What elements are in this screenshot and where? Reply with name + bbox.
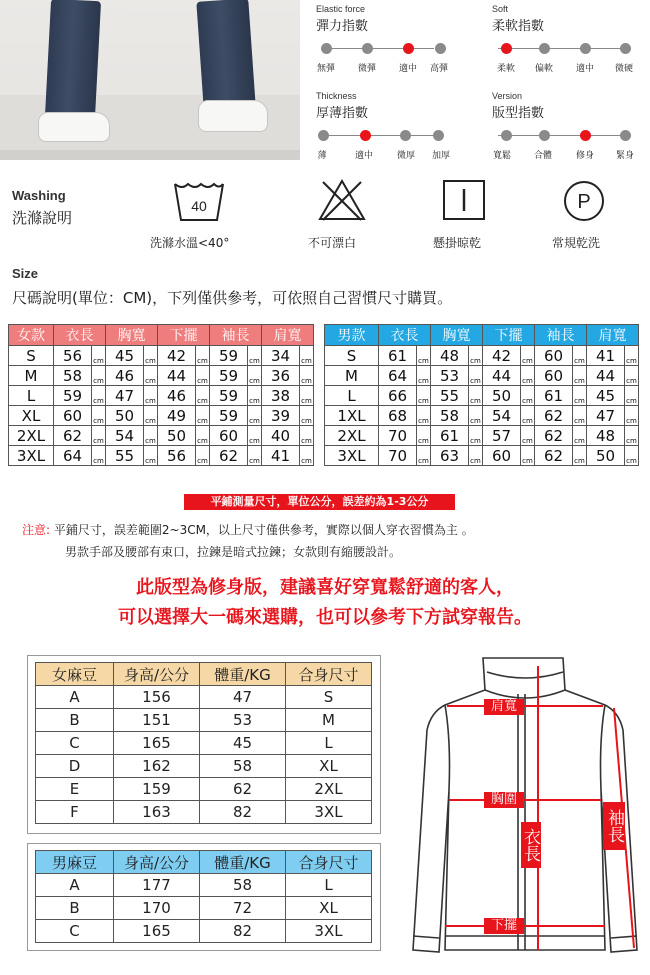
col-header: 男款 bbox=[325, 325, 379, 346]
scale-dot-selected bbox=[501, 43, 512, 54]
size-value: 60 bbox=[535, 346, 573, 366]
unit-label: cm bbox=[625, 406, 639, 426]
tryon-cell: 165 bbox=[114, 920, 200, 943]
size-value: 50 bbox=[106, 406, 144, 426]
col-header: 衣長 bbox=[379, 325, 431, 346]
size-label: L bbox=[325, 386, 379, 406]
size-row bbox=[325, 366, 639, 386]
unit-label: cm bbox=[248, 346, 262, 366]
unit-label: cm bbox=[196, 426, 210, 446]
tryon-cell: 163 bbox=[114, 801, 200, 824]
note-text-1: 平鋪尺寸，誤差範圍2~3CM，以上尺寸僅供參考，實際以個人穿衣習慣為主 。 bbox=[53, 523, 474, 537]
scale-dot bbox=[501, 130, 512, 141]
scale-dot bbox=[539, 130, 550, 141]
size-row bbox=[325, 406, 639, 426]
size-table-men-header bbox=[325, 325, 639, 346]
wash-label-temp: 洗滌水溫<40° bbox=[150, 236, 230, 250]
wash-label-bleach: 不可漂白 bbox=[308, 236, 357, 250]
feature-version bbox=[492, 91, 637, 160]
size-title-zh: 尺碼說明(單位：CM)，下列僅供參考，可依照自己習慣尺寸購買。 bbox=[12, 289, 453, 307]
unit-label: cm bbox=[417, 346, 431, 366]
size-value: 58 bbox=[431, 406, 469, 426]
col-header: 下擺 bbox=[158, 325, 210, 346]
col-header: 合身尺寸 bbox=[286, 663, 372, 686]
unit-label: cm bbox=[196, 366, 210, 386]
scale-label: 合體 bbox=[533, 151, 553, 161]
unit-label: cm bbox=[625, 426, 639, 446]
size-value: 44 bbox=[158, 366, 196, 386]
tryon-cell: 82 bbox=[200, 801, 286, 824]
size-value: 46 bbox=[158, 386, 196, 406]
unit-label: cm bbox=[196, 446, 210, 466]
size-value: 61 bbox=[535, 386, 573, 406]
size-value: 44 bbox=[483, 366, 521, 386]
diagram-label-chest: 胸圍 bbox=[484, 792, 524, 808]
wash-temp: 40 bbox=[191, 198, 207, 214]
col-header: 袖長 bbox=[535, 325, 587, 346]
col-header: 胸寬 bbox=[106, 325, 158, 346]
size-row bbox=[9, 406, 314, 426]
tryon-cell: F bbox=[36, 801, 114, 824]
wash-label-dryclean: 常規乾洗 bbox=[552, 236, 601, 250]
size-value: 50 bbox=[483, 386, 521, 406]
unit-label: cm bbox=[469, 386, 483, 406]
scale-label: 偏軟 bbox=[534, 64, 554, 74]
product-photo bbox=[0, 0, 300, 160]
size-label: 3XL bbox=[9, 446, 54, 466]
tryon-cell: 2XL bbox=[286, 778, 372, 801]
tryon-cell: 45 bbox=[200, 732, 286, 755]
size-label: L bbox=[9, 386, 54, 406]
tryon-row bbox=[36, 755, 372, 778]
tryon-cell: A bbox=[36, 686, 114, 709]
size-value: 44 bbox=[587, 366, 625, 386]
size-value: 62 bbox=[54, 426, 92, 446]
col-header: 身高/公分 bbox=[114, 851, 200, 874]
tryon-cell: B bbox=[36, 897, 114, 920]
tryon-row bbox=[36, 709, 372, 732]
note-line-1 bbox=[22, 521, 474, 538]
size-value: 62 bbox=[535, 446, 573, 466]
size-label: M bbox=[9, 366, 54, 386]
scale-dot bbox=[539, 43, 550, 54]
tryon-cell: 156 bbox=[114, 686, 200, 709]
unit-label: cm bbox=[469, 366, 483, 386]
size-value: 40 bbox=[262, 426, 300, 446]
size-banner: 平鋪測量尺寸，單位公分，誤差約為1-3公分 bbox=[184, 494, 455, 510]
note-line-2: 男款手部及腰部有束口，拉鍊是暗式拉鍊；女款則有縮腰設計。 bbox=[65, 545, 402, 559]
size-value: 47 bbox=[587, 406, 625, 426]
col-header: 體重/KG bbox=[200, 663, 286, 686]
unit-label: cm bbox=[469, 346, 483, 366]
size-value: 66 bbox=[379, 386, 417, 406]
size-value: 55 bbox=[431, 386, 469, 406]
size-table-women-header bbox=[9, 325, 314, 346]
tryon-cell: C bbox=[36, 732, 114, 755]
col-header: 身高/公分 bbox=[114, 663, 200, 686]
no-bleach-icon bbox=[317, 178, 367, 222]
unit-label: cm bbox=[248, 386, 262, 406]
size-value: 47 bbox=[106, 386, 144, 406]
size-value: 62 bbox=[210, 446, 248, 466]
scale-dot-selected bbox=[403, 43, 414, 54]
tryon-cell: 72 bbox=[200, 897, 286, 920]
col-header: 女麻豆 bbox=[36, 663, 114, 686]
size-value: 49 bbox=[158, 406, 196, 426]
unit-label: cm bbox=[92, 426, 106, 446]
warning-line-1: 此版型為修身版，建議喜好穿寬鬆舒適的客人， bbox=[136, 577, 514, 598]
scale-label: 適中 bbox=[398, 64, 418, 74]
unit-label: cm bbox=[625, 346, 639, 366]
unit-label: cm bbox=[248, 366, 262, 386]
size-value: 64 bbox=[54, 446, 92, 466]
unit-label: cm bbox=[417, 366, 431, 386]
scale-label: 薄 bbox=[317, 151, 327, 161]
tryon-row bbox=[36, 920, 372, 943]
unit-label: cm bbox=[469, 406, 483, 426]
size-value: 54 bbox=[106, 426, 144, 446]
warning-line-2: 可以選擇大一碼來選購，也可以參考下方試穿報告。 bbox=[118, 607, 532, 628]
feature-soft-en: Soft bbox=[492, 4, 509, 14]
size-row bbox=[325, 446, 639, 466]
unit-label: cm bbox=[144, 446, 158, 466]
scale-label: 微厚 bbox=[396, 151, 416, 161]
tryon-row bbox=[36, 732, 372, 755]
scale-dot bbox=[620, 43, 631, 54]
col-header: 袖長 bbox=[210, 325, 262, 346]
note-label: 注意: bbox=[22, 523, 51, 537]
tryon-cell: M bbox=[286, 709, 372, 732]
size-value: 48 bbox=[431, 346, 469, 366]
size-value: 45 bbox=[106, 346, 144, 366]
unit-label: cm bbox=[469, 446, 483, 466]
size-value: 45 bbox=[587, 386, 625, 406]
unit-label: cm bbox=[521, 406, 535, 426]
scale-label: 加厚 bbox=[431, 151, 451, 161]
size-value: 58 bbox=[54, 366, 92, 386]
size-value: 63 bbox=[431, 446, 469, 466]
size-value: 64 bbox=[379, 366, 417, 386]
tryon-cell: 62 bbox=[200, 778, 286, 801]
unit-label: cm bbox=[300, 406, 314, 426]
size-value: 56 bbox=[54, 346, 92, 366]
col-header: 體重/KG bbox=[200, 851, 286, 874]
feature-elastic-en: Elastic force bbox=[316, 4, 366, 14]
size-value: 60 bbox=[535, 366, 573, 386]
unit-label: cm bbox=[300, 366, 314, 386]
size-row bbox=[9, 386, 314, 406]
tryon-cell: 170 bbox=[114, 897, 200, 920]
feature-thickness-en: Thickness bbox=[316, 91, 357, 101]
unit-label: cm bbox=[92, 406, 106, 426]
size-value: 48 bbox=[587, 426, 625, 446]
col-header: 下擺 bbox=[483, 325, 535, 346]
unit-label: cm bbox=[144, 406, 158, 426]
size-label: XL bbox=[9, 406, 54, 426]
scale-label: 無彈 bbox=[316, 64, 336, 74]
feature-version-en: Version bbox=[492, 91, 523, 101]
size-row bbox=[9, 346, 314, 366]
tryon-cell: 82 bbox=[200, 920, 286, 943]
tryon-cell: S bbox=[286, 686, 372, 709]
size-value: 59 bbox=[210, 366, 248, 386]
tryon-cell: 53 bbox=[200, 709, 286, 732]
washing-title-zh: 洗滌說明 bbox=[12, 209, 73, 227]
size-value: 42 bbox=[158, 346, 196, 366]
feature-soft bbox=[492, 4, 637, 73]
unit-label: cm bbox=[521, 426, 535, 446]
size-value: 68 bbox=[379, 406, 417, 426]
unit-label: cm bbox=[417, 426, 431, 446]
size-label: M bbox=[325, 366, 379, 386]
size-table-women bbox=[8, 324, 314, 466]
unit-label: cm bbox=[573, 446, 587, 466]
tryon-table-women bbox=[35, 662, 372, 824]
wash-tub-icon bbox=[173, 180, 225, 222]
size-label: 2XL bbox=[325, 426, 379, 446]
size-value: 50 bbox=[158, 426, 196, 446]
scale-label: 高彈 bbox=[429, 64, 449, 74]
unit-label: cm bbox=[469, 426, 483, 446]
tryon-cell: E bbox=[36, 778, 114, 801]
tryon-cell: 3XL bbox=[286, 920, 372, 943]
col-header: 女款 bbox=[9, 325, 54, 346]
tryon-women-header bbox=[36, 663, 372, 686]
tryon-cell: 58 bbox=[200, 755, 286, 778]
wash-label-hang: 懸掛晾乾 bbox=[433, 236, 482, 250]
unit-label: cm bbox=[573, 426, 587, 446]
feature-thickness bbox=[316, 91, 451, 161]
diagram-label-shoulder: 肩寬 bbox=[484, 699, 524, 715]
unit-label: cm bbox=[196, 406, 210, 426]
unit-label: cm bbox=[92, 386, 106, 406]
unit-label: cm bbox=[521, 366, 535, 386]
size-value: 61 bbox=[431, 426, 469, 446]
tryon-cell: 159 bbox=[114, 778, 200, 801]
unit-label: cm bbox=[417, 406, 431, 426]
dry-clean-icon bbox=[562, 179, 606, 223]
scale-label: 修身 bbox=[575, 151, 595, 161]
tryon-cell: A bbox=[36, 874, 114, 897]
size-row bbox=[325, 386, 639, 406]
unit-label: cm bbox=[573, 366, 587, 386]
scale-dot bbox=[362, 43, 373, 54]
col-header: 肩寬 bbox=[587, 325, 639, 346]
unit-label: cm bbox=[625, 446, 639, 466]
unit-label: cm bbox=[248, 406, 262, 426]
unit-label: cm bbox=[417, 446, 431, 466]
size-value: 41 bbox=[262, 446, 300, 466]
diagram-label-sleeve: 袖長 bbox=[603, 802, 625, 850]
col-header: 男麻豆 bbox=[36, 851, 114, 874]
size-value: 59 bbox=[210, 386, 248, 406]
feature-elastic bbox=[316, 4, 449, 74]
scale-dot bbox=[433, 130, 444, 141]
size-row bbox=[325, 346, 639, 366]
size-value: 59 bbox=[210, 406, 248, 426]
tryon-cell: L bbox=[286, 874, 372, 897]
tryon-cell: 165 bbox=[114, 732, 200, 755]
size-value: 57 bbox=[483, 426, 521, 446]
scale-dot-selected bbox=[360, 130, 371, 141]
size-label: 2XL bbox=[9, 426, 54, 446]
col-header: 衣長 bbox=[54, 325, 106, 346]
size-value: 60 bbox=[210, 426, 248, 446]
size-value: 41 bbox=[587, 346, 625, 366]
size-value: 39 bbox=[262, 406, 300, 426]
tryon-cell: 47 bbox=[200, 686, 286, 709]
unit-label: cm bbox=[625, 386, 639, 406]
feature-elastic-scale bbox=[316, 42, 440, 56]
tryon-row bbox=[36, 874, 372, 897]
scale-label: 緊身 bbox=[615, 151, 635, 161]
size-value: 70 bbox=[379, 426, 417, 446]
feature-thickness-scale bbox=[316, 129, 440, 143]
size-label: 1XL bbox=[325, 406, 379, 426]
size-value: 54 bbox=[483, 406, 521, 426]
unit-label: cm bbox=[521, 346, 535, 366]
feature-version-scale bbox=[492, 129, 637, 143]
scale-dot bbox=[400, 130, 411, 141]
size-value: 38 bbox=[262, 386, 300, 406]
scale-label: 柔軟 bbox=[496, 64, 516, 74]
unit-label: cm bbox=[521, 386, 535, 406]
dry-clean-letter: P bbox=[577, 191, 591, 213]
size-value: 50 bbox=[587, 446, 625, 466]
shoe-right bbox=[198, 100, 268, 132]
unit-label: cm bbox=[300, 346, 314, 366]
scale-label: 適中 bbox=[575, 64, 595, 74]
unit-label: cm bbox=[144, 346, 158, 366]
shoe-left bbox=[38, 112, 110, 142]
unit-label: cm bbox=[144, 426, 158, 446]
tryon-men-header bbox=[36, 851, 372, 874]
size-value: 53 bbox=[431, 366, 469, 386]
unit-label: cm bbox=[573, 346, 587, 366]
size-row bbox=[9, 446, 314, 466]
size-value: 60 bbox=[483, 446, 521, 466]
unit-label: cm bbox=[248, 446, 262, 466]
washing-title-en: Washing bbox=[12, 188, 66, 203]
tryon-row bbox=[36, 778, 372, 801]
tryon-cell: XL bbox=[286, 897, 372, 920]
feature-thickness-zh: 厚薄指數 bbox=[316, 106, 369, 121]
size-value: 61 bbox=[379, 346, 417, 366]
tryon-cell: D bbox=[36, 755, 114, 778]
tryon-cell: 3XL bbox=[286, 801, 372, 824]
unit-label: cm bbox=[521, 446, 535, 466]
tryon-table-men bbox=[35, 850, 372, 943]
tryon-cell: 162 bbox=[114, 755, 200, 778]
unit-label: cm bbox=[625, 366, 639, 386]
tryon-cell: B bbox=[36, 709, 114, 732]
scale-dot bbox=[321, 43, 332, 54]
unit-label: cm bbox=[300, 386, 314, 406]
scale-label: 微硬 bbox=[614, 64, 634, 74]
size-value: 59 bbox=[54, 386, 92, 406]
size-value: 46 bbox=[106, 366, 144, 386]
unit-label: cm bbox=[196, 386, 210, 406]
size-label: S bbox=[9, 346, 54, 366]
scale-dot bbox=[318, 130, 329, 141]
col-header: 肩寬 bbox=[262, 325, 314, 346]
tryon-cell: 58 bbox=[200, 874, 286, 897]
scale-label: 適中 bbox=[354, 151, 374, 161]
size-value: 62 bbox=[535, 426, 573, 446]
feature-version-zh: 版型指數 bbox=[492, 106, 545, 121]
tryon-cell: L bbox=[286, 732, 372, 755]
size-row bbox=[325, 426, 639, 446]
scale-dot bbox=[620, 130, 631, 141]
size-value: 62 bbox=[535, 406, 573, 426]
diagram-label-hem: 下擺 bbox=[484, 918, 524, 934]
size-table-men bbox=[324, 324, 639, 466]
scale-label: 微彈 bbox=[357, 64, 377, 74]
feature-elastic-zh: 彈力指數 bbox=[316, 19, 369, 34]
hang-dry-icon bbox=[442, 179, 486, 221]
unit-label: cm bbox=[92, 346, 106, 366]
unit-label: cm bbox=[144, 386, 158, 406]
unit-label: cm bbox=[92, 446, 106, 466]
unit-label: cm bbox=[196, 346, 210, 366]
col-header: 胸寬 bbox=[431, 325, 483, 346]
tryon-cell: 151 bbox=[114, 709, 200, 732]
size-value: 55 bbox=[106, 446, 144, 466]
tryon-cell: C bbox=[36, 920, 114, 943]
size-value: 56 bbox=[158, 446, 196, 466]
unit-label: cm bbox=[300, 426, 314, 446]
unit-label: cm bbox=[144, 366, 158, 386]
tryon-row bbox=[36, 686, 372, 709]
scale-label: 寬鬆 bbox=[492, 151, 512, 161]
size-value: 34 bbox=[262, 346, 300, 366]
unit-label: cm bbox=[417, 386, 431, 406]
diagram-label-length: 衣長 bbox=[521, 822, 541, 868]
size-value: 59 bbox=[210, 346, 248, 366]
scale-dot-selected bbox=[580, 130, 591, 141]
size-value: 60 bbox=[54, 406, 92, 426]
size-row bbox=[9, 366, 314, 386]
scale-dot bbox=[580, 43, 591, 54]
unit-label: cm bbox=[300, 446, 314, 466]
tryon-cell: XL bbox=[286, 755, 372, 778]
col-header: 合身尺寸 bbox=[286, 851, 372, 874]
size-value: 36 bbox=[262, 366, 300, 386]
feature-soft-scale bbox=[492, 42, 637, 56]
unit-label: cm bbox=[573, 386, 587, 406]
unit-label: cm bbox=[573, 406, 587, 426]
size-label: S bbox=[325, 346, 379, 366]
size-title-en: Size bbox=[12, 266, 39, 281]
unit-label: cm bbox=[92, 366, 106, 386]
size-row bbox=[9, 426, 314, 446]
feature-soft-zh: 柔軟指數 bbox=[492, 19, 545, 34]
size-label: 3XL bbox=[325, 446, 379, 466]
tryon-row bbox=[36, 897, 372, 920]
scale-dot bbox=[435, 43, 446, 54]
tryon-cell: 177 bbox=[114, 874, 200, 897]
unit-label: cm bbox=[248, 426, 262, 446]
size-value: 70 bbox=[379, 446, 417, 466]
size-value: 42 bbox=[483, 346, 521, 366]
tryon-row bbox=[36, 801, 372, 824]
